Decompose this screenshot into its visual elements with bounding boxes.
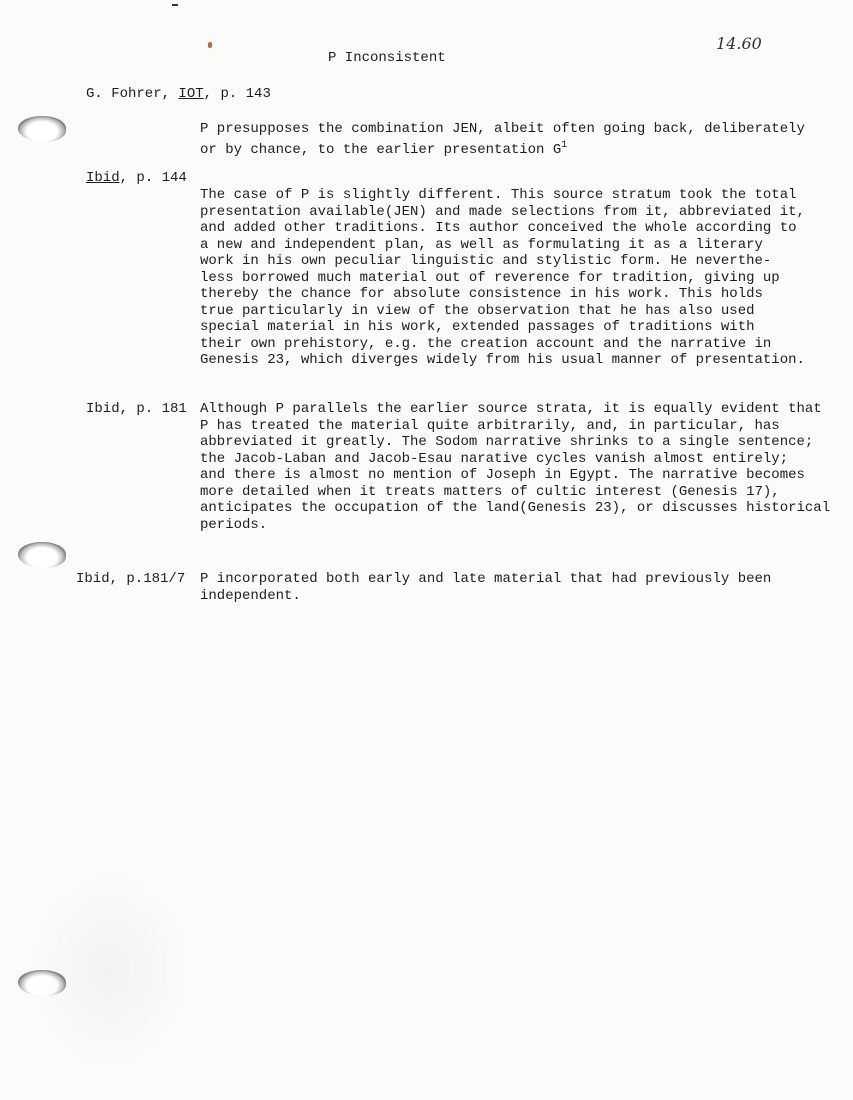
punch-hole-top [18, 116, 66, 142]
page-title: P Inconsistent [328, 50, 446, 66]
citation-ref: Ibid, p.181/7 [76, 571, 186, 587]
ink-dot [208, 42, 212, 48]
ink-mark [172, 4, 178, 6]
paper-smudge [30, 870, 190, 1070]
citation-ref: Ibid, p. 181 [86, 401, 187, 417]
punch-hole-middle [18, 542, 66, 568]
quote-paragraph: The case of P is slightly different. This source stratum took the total presentation available(JEN) and made selections from it, abbreviated it, and added other traditions. Its author conceived the whole according to a new and independent plan, as well as formulating it as a literary work in his own peculiar linguistic and stylistic form. He neverthe- less borrowed much material out of reverence for tradition, giving up thereby the chance for absolute consistence in his work. This holds true particularly in view of the observation that he has also used special material in his work, extended passages of traditions with their own prehistory, e.g. the creation account and the narrative in Genesis 23, which diverges widely from his usual manner of presentation. [200, 187, 805, 368]
citation-ref: Ibid, p. 144 [86, 170, 187, 186]
citation-ref: G. Fohrer, IOT, p. 143 [86, 86, 271, 102]
handwritten-note: 14.60 [716, 34, 762, 53]
quote-paragraph: P incorporated both early and late material that had previously been independent. [200, 571, 772, 604]
quote-paragraph: Although P parallels the earlier source strata, it is equally evident that P has treated the material quite arbitrarily, and, in particular, has abbreviated it greatly. The Sodom narrative shrinks to a single sentence; the Jacob-Laban and Jacob-Esau narative cycles vanish almost entirely; and there is almost no mention of Joseph in Egypt. The narrative becomes more detailed when it treats matters of cultic interest (Genesis 17), anticipates the occupation of the land(Genesis 23), or discusses historical periods. [200, 401, 831, 533]
quote-paragraph: P presupposes the combination JEN, albeit often going back, deliberately or by chance, to the earlier presentation $G^1$ [200, 121, 805, 158]
